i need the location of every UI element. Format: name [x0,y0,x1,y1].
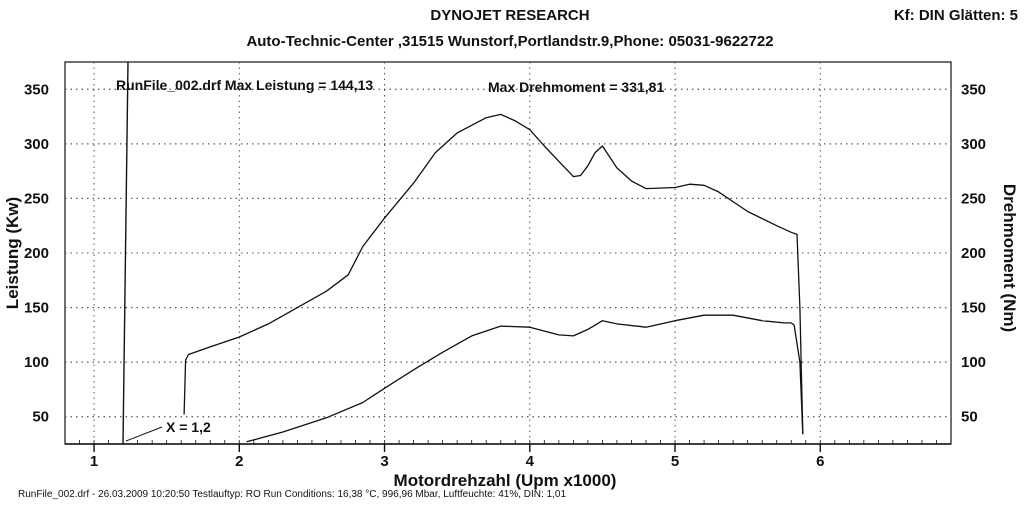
y-left-tick-label-1: 100 [23,354,49,372]
x-tick-label-3: 4 [525,453,534,470]
y-right-tick-label-2: 150 [961,299,987,317]
y-right-tick-label-3: 200 [961,245,987,262]
y-left-axis-label: Leistung (Kw) [3,196,22,310]
y-right-tick-label-5: 300 [961,135,987,153]
y-right-tick-label-4: 250 [961,190,987,208]
x-tick-label-0: 1 [89,453,99,470]
y-left-tick-label-3: 200 [23,245,49,262]
x-axis-label: Motordrehzahl (Upm x1000) [393,471,617,490]
max-torque-label: Max Drehmoment = 331,81 [488,79,665,95]
y-left-tick-label-5: 300 [23,135,49,153]
x-tick-label-1: 2 [235,453,244,470]
footer-info: RunFile_002.drf - 26.03.2009 10:20:50 Testlauftyp: RO Run Conditions: 16,38 °C, 996,96 Mbar, Luftfeuchte: 41%, DIN: 1,01 [18,489,567,500]
data-series [184,114,803,441]
x-tick-label-4: 5 [670,453,680,470]
y-right-axis-label: Drehmoment (Nm) [1000,183,1019,333]
corner-info: Kf: DIN Glätten: 5 [893,7,1018,24]
y-left-tick-labels [24,81,49,425]
x-marker-label: X = 1,2 [166,419,211,435]
y-right-tick-label-0: 50 [961,408,978,426]
chart-title: DYNOJET RESEARCH [430,7,590,24]
y-left-tick-label-2: 150 [23,299,49,317]
y-right-tick-label-1: 100 [961,354,987,372]
y-right-tick-label-6: 350 [961,81,987,99]
chart-subtitle: Auto-Technic-Center ,31515 Wunstorf,Portlandstr.9,Phone: 05031-9622722 [246,33,774,50]
x-tick-label-2: 3 [380,453,389,470]
series-line-0 [184,114,803,434]
x-tick-label-5: 6 [816,453,825,470]
run-info-label: RunFile_002.drf Max Leistung = 144,13 [116,77,374,93]
y-left-tick-label-0: 50 [32,408,49,426]
x-tick-labels [90,453,825,470]
x-marker-pointer [126,427,162,441]
y-left-tick-label-4: 250 [23,190,49,208]
series-line-1 [247,315,803,442]
grid-lines [65,62,951,452]
start-marker-line [123,62,128,444]
y-right-tick-labels [961,81,986,425]
y-left-tick-label-6: 350 [23,81,49,99]
